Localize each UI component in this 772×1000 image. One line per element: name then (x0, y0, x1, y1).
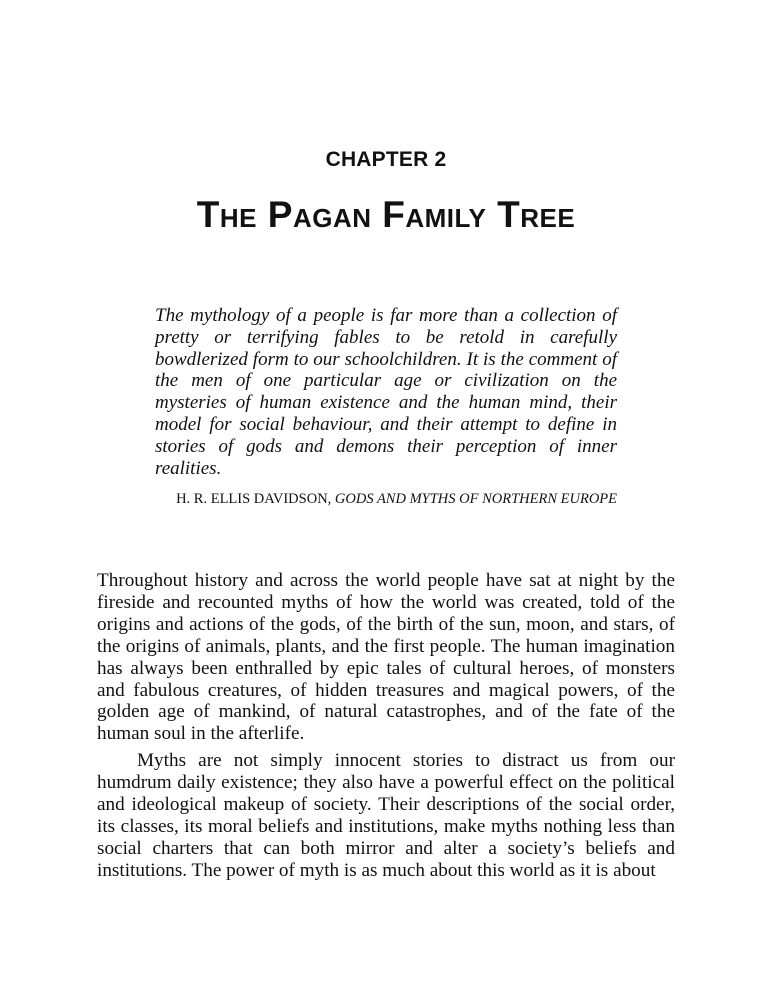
epigraph-source-title: GODS AND MYTHS OF NORTHERN EUROPE (334, 491, 617, 507)
epigraph-author: H. R. ELLIS DAVIDSON, (176, 491, 332, 507)
body-paragraph-2: Myths are not simply innocent stories to distract us from our humdrum daily existence; they also have a powerful effect on the political and ideological makeup of society. Their descriptions of the social order, its classes, its moral beliefs and institutions, make myths nothing less than social charters that can both mirror and alter a society’s beliefs and institutions. The power of myth is as much about this world as it is about (97, 750, 675, 881)
chapter-title: The Pagan Family Tree (196, 194, 576, 235)
body-paragraph-1: Throughout history and across the world people have sat at night by the fireside and recounted myths of how the world was created, told of the origins and actions of the gods, of the birth of the sun, moon, and stars, of the origins of animals, plants, and the first people. The human imagination has always been enthralled by epic tales of cultural heroes, of monsters and fabulous creatures, of hidden treasures and magical powers, of the golden age of mankind, of natural catastrophes, and of the fate of the human soul in the afterlife. (97, 570, 675, 745)
epigraph-attribution (155, 491, 617, 508)
chapter-number: CHAPTER 2 (325, 148, 447, 171)
epigraph-quote: The mythology of a people is far more than a collection of pretty or terrifying fables to be retold in carefully bowdlerized form to our schoolchildren. It is the comment of the men of one particular age or civilization on the mysteries of human existence and the human mind, their model for social behaviour, and their attempt to define in stories of gods and demons their perception of inner realities. (155, 305, 617, 479)
body-text (97, 570, 675, 882)
